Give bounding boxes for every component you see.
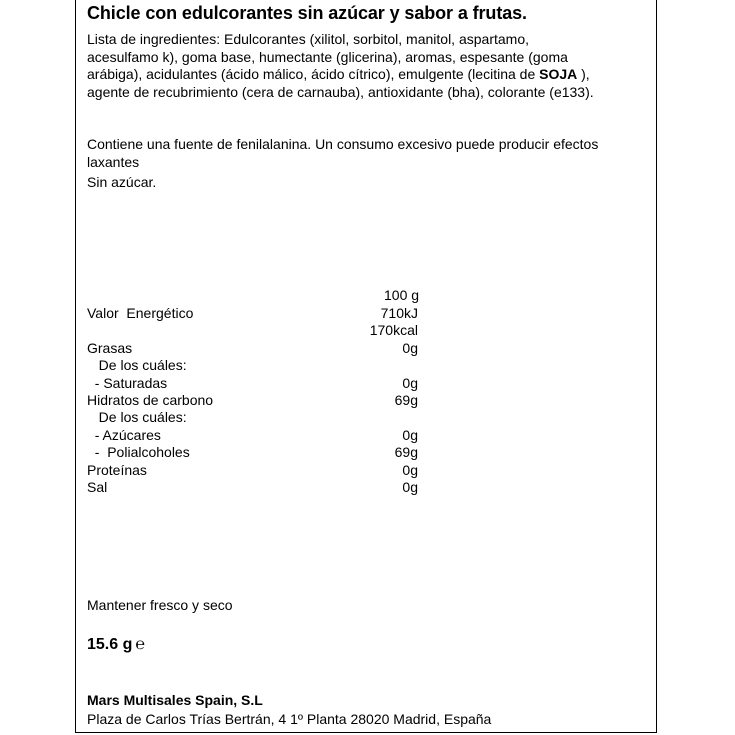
nutrition-value: 69g <box>394 444 418 460</box>
company-name: Mars Multisales Spain, S.L <box>87 692 263 708</box>
nutrition-value: 0g <box>402 479 418 495</box>
phenylalanine-warning <box>87 136 647 171</box>
nutrition-label: Grasas <box>87 340 133 356</box>
allergen-soja: SOJA <box>539 66 578 82</box>
nutrition-label: Hidratos de carbono <box>87 392 214 408</box>
nutrition-value: 0g <box>402 427 418 443</box>
ingredients-line-3-text: arábiga), acidulantes (ácido málico, ácido cítrico), emulgente (lecitina de <box>87 66 540 82</box>
ingredients-line-4: agente de recubrimiento (cera de carnauba), antioxidante (bha), colorante (e133). <box>87 83 594 100</box>
nutrition-value: 0g <box>402 340 418 356</box>
nutrition-header: 100 g <box>384 287 420 303</box>
nutrition-label: Proteínas <box>87 462 147 478</box>
ingredients-line-2: acesulfamo k), goma base, humectante (glicerina), aromas, espesante (goma <box>87 48 568 65</box>
nutrition-value: 69g <box>394 392 418 408</box>
ingredients-line-3-end: ), <box>577 66 590 82</box>
ingredients-line-1: Lista de ingredientes: Edulcorantes (xilitol, sorbitol, manitol, aspartamo, <box>87 31 529 47</box>
storage-instructions: Mantener fresco y seco <box>87 597 233 613</box>
net-weight-value: 15.6 g <box>87 636 133 653</box>
nutrition-label: De los cuáles: <box>87 357 187 373</box>
no-sugar-claim: Sin azúcar. <box>87 174 157 190</box>
nutrition-label: - Saturadas <box>87 375 168 391</box>
warning-line-1: Contiene una fuente de fenilalanina. Un consumo excesivo puede producir efectos <box>87 136 599 152</box>
nutrition-label: - Polialcoholes <box>87 444 190 460</box>
net-weight <box>87 636 145 654</box>
nutrition-value: 710kJ <box>380 305 418 321</box>
product-title: Chicle con edulcorantes sin azúcar y sabor a frutas. <box>87 3 527 23</box>
nutrition-value: 0g <box>402 462 418 478</box>
nutrition-label: De los cuáles: <box>87 409 187 425</box>
warning-line-2: laxantes <box>87 153 140 170</box>
nutrition-value: 0g <box>402 375 418 391</box>
nutrition-label: Valor Energético <box>87 305 194 321</box>
estimated-sign-icon: ℮ <box>135 636 145 653</box>
nutrition-label: - Azúcares <box>87 427 161 443</box>
company-address: Plaza de Carlos Trías Bertrán, 4 1º Planta 28020 Madrid, España <box>87 711 492 727</box>
ingredients-line-3 <box>87 66 647 84</box>
nutrition-value: 170kcal <box>369 322 418 338</box>
nutrition-label: Sal <box>87 479 108 495</box>
ingredients-list <box>87 31 647 101</box>
